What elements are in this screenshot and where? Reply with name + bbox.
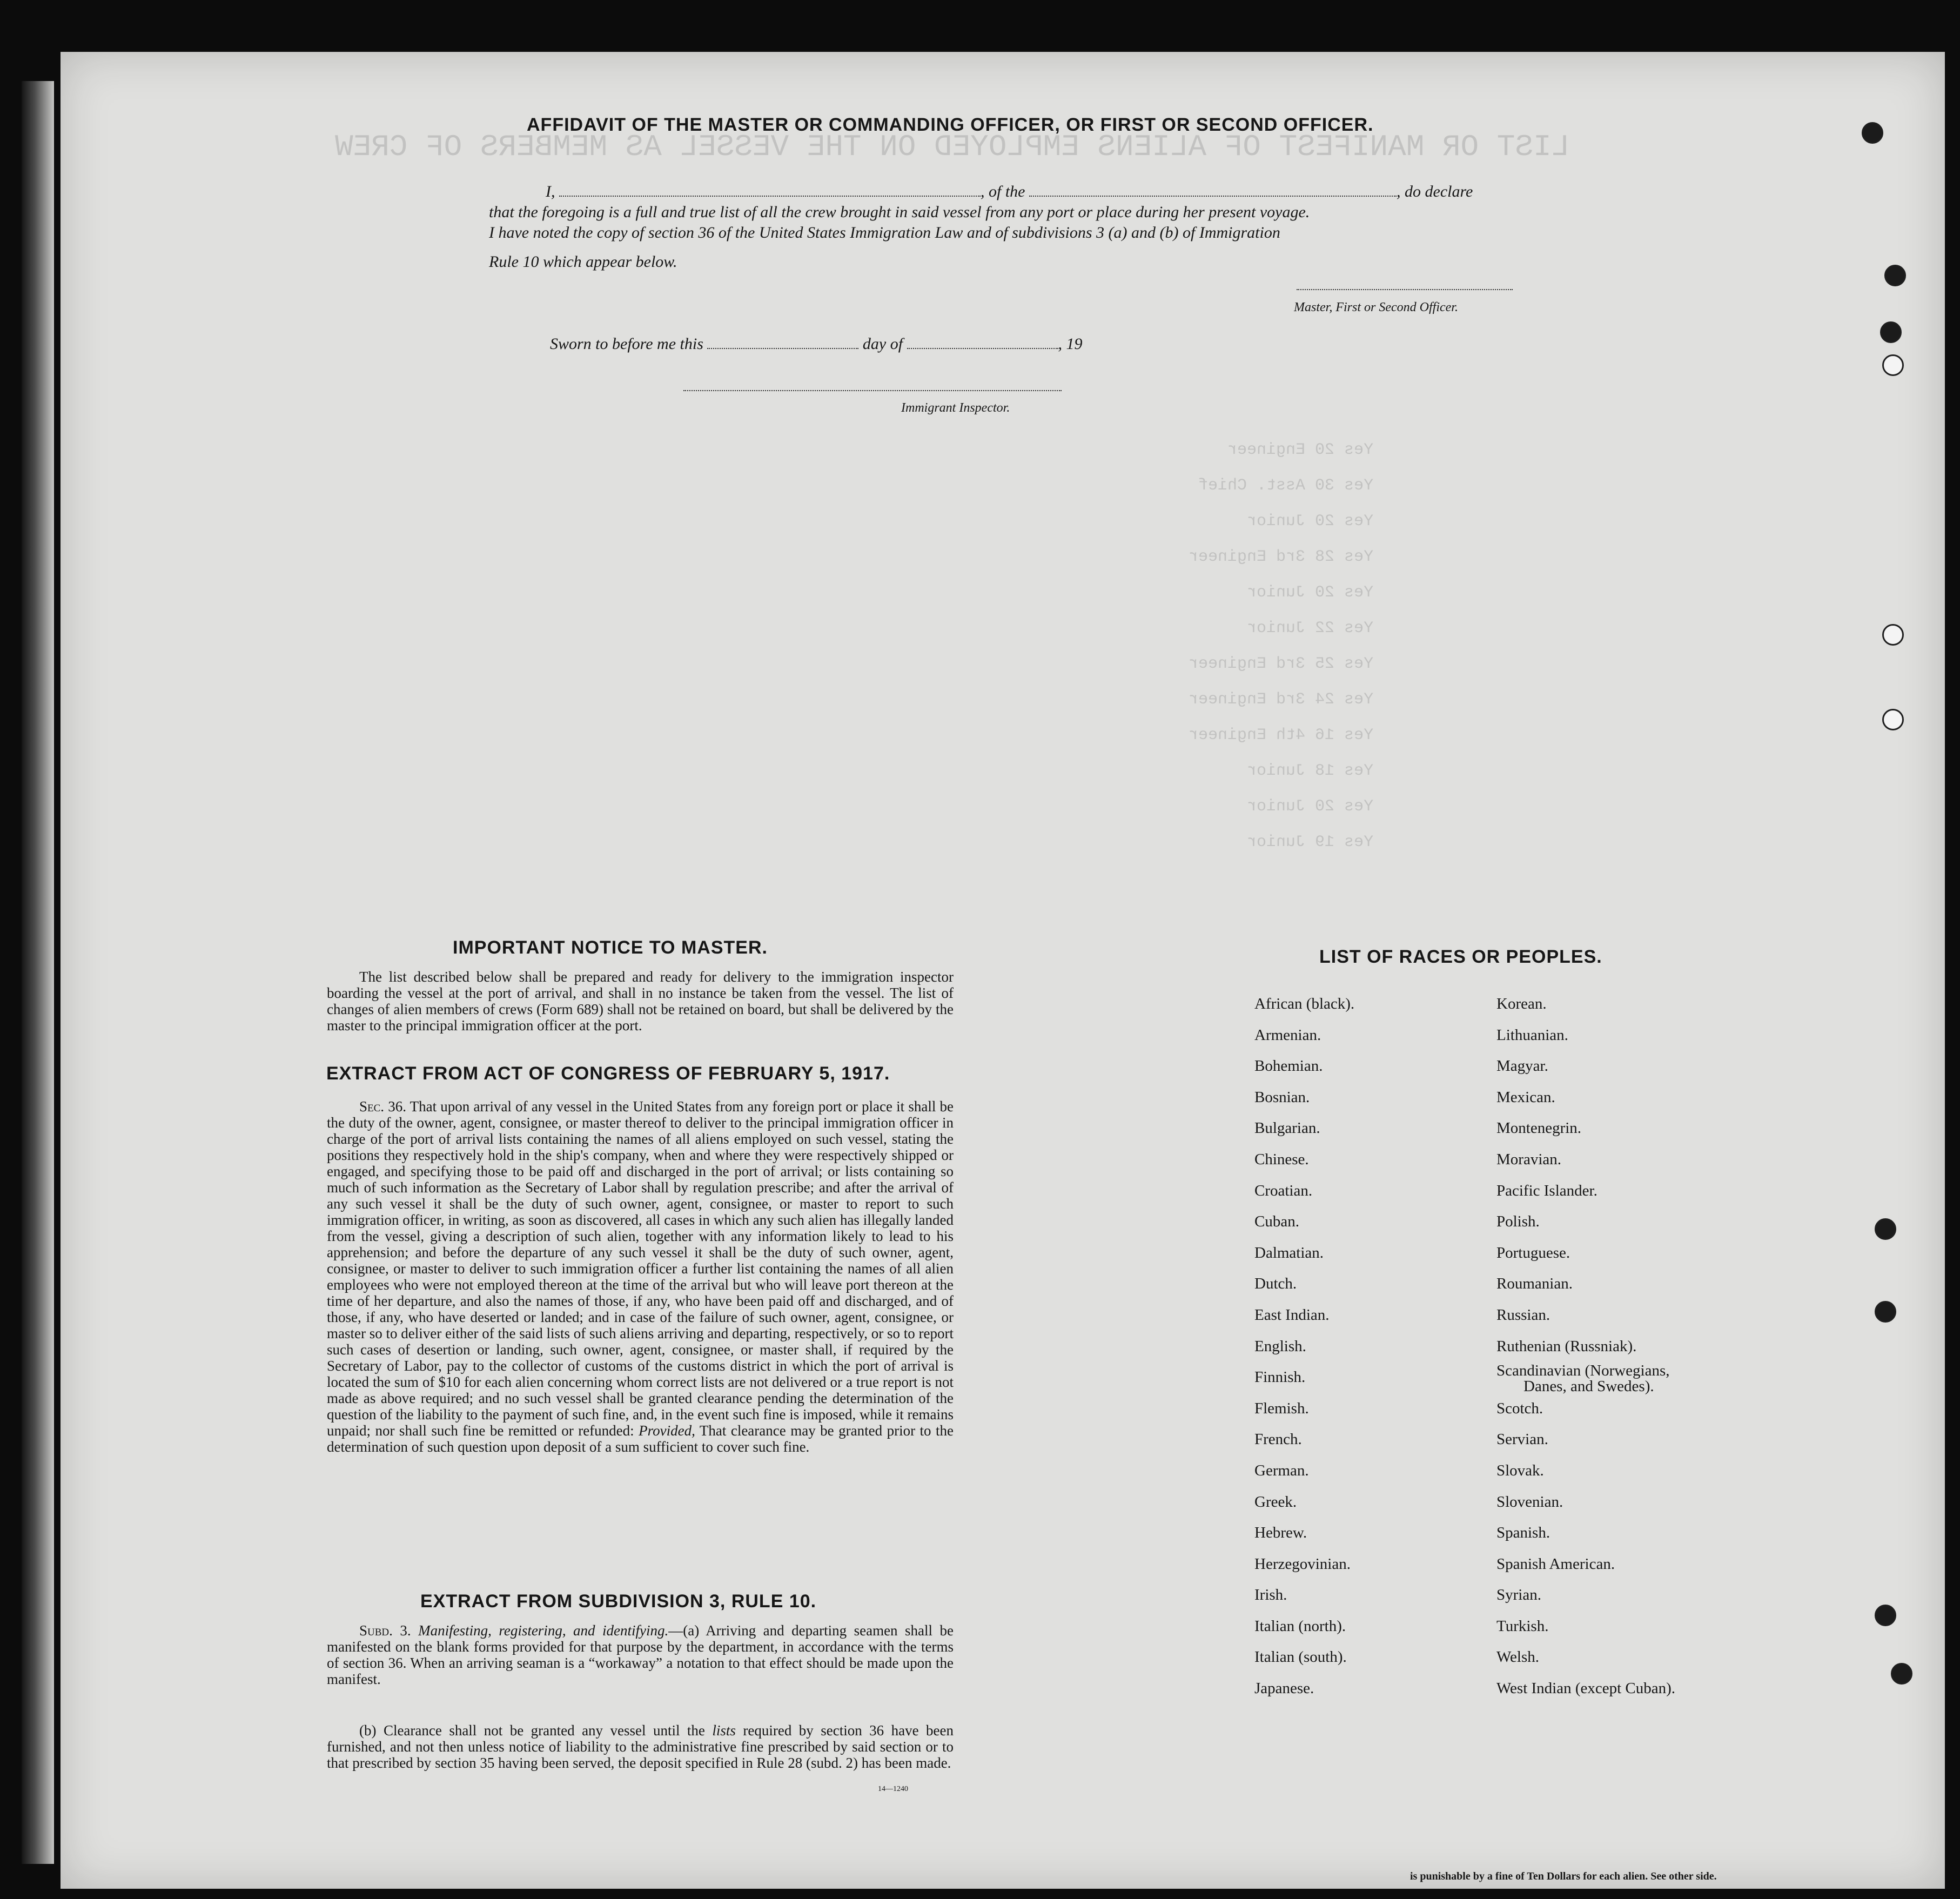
race-item: Korean. (1496, 995, 1547, 1012)
race-item: Servian. (1496, 1431, 1548, 1448)
affidavit-do-declare: , do declare (1397, 183, 1473, 200)
race-item: Spanish American. (1496, 1555, 1615, 1573)
affidavit-title: AFFIDAVIT OF THE MASTER OR COMMANDING OFFICER, OR FIRST OR SECOND OFFICER. (527, 115, 1374, 135)
sworn-label: Sworn to before me this (550, 335, 703, 353)
race-item: Bulgarian. (1254, 1119, 1320, 1137)
affidavit-of-the: , of the (981, 183, 1025, 200)
act-section-end: That clearance may be granted prior to the determination of such question upon deposit of a sum sufficient to cover such fine. (327, 1422, 954, 1455)
punch-hole (1875, 1605, 1896, 1626)
act-provided: Provided, (639, 1422, 695, 1439)
race-item: German. (1254, 1461, 1309, 1479)
race-item: Herzegovinian. (1254, 1555, 1351, 1573)
race-item: Scotch. (1496, 1399, 1543, 1417)
race-item: Scandinavian (Norwegians, (1496, 1362, 1670, 1380)
punch-hole (1891, 1663, 1912, 1685)
punch-hole (1875, 1218, 1896, 1240)
race-item: Irish. (1254, 1586, 1287, 1604)
race-item: African (black). (1254, 995, 1355, 1012)
affidavit-declaration-line (546, 183, 1473, 201)
race-item: Bosnian. (1254, 1088, 1310, 1106)
punch-hole (1884, 265, 1906, 286)
vessel-name-field[interactable] (1029, 196, 1397, 197)
punch-hole (1882, 624, 1904, 646)
rule-subd-title: Manifesting, registering, and identifying. (418, 1622, 669, 1639)
race-item: English. (1254, 1337, 1306, 1355)
bleed-through-rows: Yes 20 Engineer Yes 30 Asst. Chief Yes 20 Junior Yes 28 3rd Engineer Yes 20 Junior Yes 22 Junior Yes 25 3rd Engineer Yes 24 3rd Engineer Yes 16 4th Engineer Yes 18 Junior Yes 20 Junior Yes 19 Junior (1189, 441, 1374, 851)
race-item: Italian (north). (1254, 1617, 1346, 1635)
rule-para-b-lists: lists (712, 1722, 736, 1739)
binding-edge (22, 81, 54, 1864)
race-item: Turkish. (1496, 1617, 1549, 1635)
notice-title: IMPORTANT NOTICE TO MASTER. (453, 937, 768, 958)
sworn-line (550, 335, 1083, 353)
race-item: Pacific Islander. (1496, 1182, 1597, 1199)
punch-hole (1882, 354, 1904, 376)
bleed-through: LIST OR MANIFEST OF ALIENS EMPLOYED ON THE VESSEL AS MEMBERS OF CREW (335, 130, 1570, 164)
rule-subd-label: Subd. 3. (359, 1622, 411, 1639)
affidavit-line-3: I have noted the copy of section 36 of the United States Immigration Law and of subdivisions 3 (a) and (b) of Immigration (489, 224, 1280, 241)
race-item: Mexican. (1496, 1088, 1555, 1106)
race-item: Italian (south). (1254, 1648, 1347, 1666)
race-item: Greek. (1254, 1493, 1297, 1511)
race-item: Finnish. (1254, 1368, 1306, 1386)
race-item: Cuban. (1254, 1213, 1299, 1231)
act-extract-title: EXTRACT FROM ACT OF CONGRESS OF FEBRUARY 5, 1917. (326, 1063, 890, 1084)
race-item: Syrian. (1496, 1586, 1541, 1604)
rule-extract-text (327, 1622, 954, 1687)
footer-note: is punishable by a fine of Ten Dollars for each alien. See other side. (1410, 1870, 1717, 1882)
officer-name-field[interactable] (559, 196, 981, 197)
race-item: Dutch. (1254, 1275, 1297, 1293)
races-right-column (1496, 989, 1675, 1705)
races-title: LIST OF RACES OR PEOPLES. (1319, 947, 1602, 967)
race-item: Welsh. (1496, 1648, 1540, 1666)
punch-hole (1882, 709, 1904, 730)
race-item: Croatian. (1254, 1182, 1313, 1199)
affidavit-line-4: Rule 10 which appear below. (489, 253, 677, 271)
punch-hole (1875, 1301, 1896, 1323)
notice-text: The list described below shall be prepared and ready for delivery to the immigration inspector boarding the vessel at the port of arrival, and shall in no instance be taken from the vessel. The list of changes of alien members of crews (Form 689) shall not be retained on board, but shall be delivered by the master to the principal immigration officer at the port. (327, 969, 954, 1034)
race-item: Russian. (1496, 1306, 1550, 1324)
rule-para-b-end: required by section 36 have been furnished, and not then unless notice of liability to the administrative fine prescribed by said section or to that prescribed by section 35 having been served, the deposit specified in Rule 28 (subd. 2) has been made. (327, 1722, 954, 1771)
act-section-body: That upon arrival of any vessel in the United States from any foreign port or place it shall be the duty of the owner, agent, consignee, or master thereof to deliver to the principal immigration officer in charge of the port of arrival lists containing the names of all aliens employed on such vessel, stating the positions they respectively hold in the ship's company, when and where they were respectively shipped or engaged, and specifying those to be paid off and discharged in the port of arrival; or lists containing so much of such information as the Secretary of Labor shall by regulation prescribe; and after the arrival of any such vessel it shall be the duty of such owner, agent, consignee, or master to report to such immigration officer, in writing, as soon as discovered, all cases in which any such alien has illegally landed from the vessel, giving a description of such alien, together with any information likely to lead to his apprehension; and before the departure of any such vessel it shall be the duty of such owner, agent, consignee, or master to deliver to such immigration officer a further list containing the names of all alien employees who were not employed thereon at the time of the arrival but who will leave port thereon at the time of her departure, and also the names of those, if any, who have been paid off and discharged, and of those, if any, who have deserted or landed; and in case of the failure of such owner, agent, consignee, or master so to deliver either of the said lists of such aliens arriving and departing, respectively, or so to report such cases of desertion or landing, such owner, agent, consignee, or master shall, if required by the Secretary of Labor, pay to the collector of customs of the customs district in which the port of arrival is located the sum of $10 for each alien concerning whom correct lists are not delivered or a true report is not made as above required; and no such vessel shall be granted clearance pending the determination of the question of the liability to the payment of such fine, and, in the event such fine is imposed, while it remains unpaid; nor shall such fine be remitted or refunded: (327, 1098, 954, 1439)
inspector-signature-field[interactable] (683, 390, 1062, 391)
race-item: East Indian. (1254, 1306, 1330, 1324)
race-item: Portuguese. (1496, 1244, 1570, 1261)
rule-para-b-start: (b) Clearance shall not be granted any vessel until the (359, 1722, 705, 1739)
races-left-column (1254, 989, 1354, 1705)
officer-signature-caption: Master, First or Second Officer. (1294, 300, 1458, 314)
punch-hole (1880, 321, 1902, 343)
race-item: Ruthenian (Russniak). (1496, 1337, 1637, 1355)
rule-para-b (327, 1722, 954, 1771)
race-item: Moravian. (1496, 1150, 1561, 1168)
affidavit-pronoun: I, (546, 183, 555, 200)
race-item: Polish. (1496, 1213, 1540, 1231)
inspector-signature-caption: Immigrant Inspector. (901, 401, 1010, 415)
affidavit-line-2: that the foregoing is a full and true list of all the crew brought in said vessel from any port or place during her present voyage. (489, 203, 1310, 221)
sworn-day-of: day of (862, 335, 903, 353)
race-item: Magyar. (1496, 1057, 1548, 1075)
race-item: Slovak. (1496, 1461, 1544, 1479)
race-item: Japanese. (1254, 1680, 1314, 1697)
race-item: Bohemian. (1254, 1057, 1323, 1075)
race-item: Hebrew. (1254, 1524, 1307, 1542)
race-item: Montenegrin. (1496, 1119, 1582, 1137)
race-item: French. (1254, 1431, 1302, 1448)
race-item: Dalmatian. (1254, 1244, 1324, 1261)
sworn-month-field[interactable] (907, 348, 1058, 349)
race-item: Slovenian. (1496, 1493, 1563, 1511)
act-extract-text (327, 1098, 954, 1455)
race-item: Chinese. (1254, 1150, 1309, 1168)
punch-hole (1862, 122, 1883, 144)
rule-para-a: —(a) Arriving and departing seamen shall be manifested on the blank forms provided for that purpose by the department, in accordance with the terms of section 36. When an arriving seaman is a “workaway” a notation to that effect should be made upon the manifest. (327, 1622, 954, 1687)
race-item: West Indian (except Cuban). (1496, 1680, 1676, 1697)
form-number: 14—1240 (878, 1785, 908, 1793)
sworn-year: , 19 (1058, 335, 1083, 353)
race-item: Lithuanian. (1496, 1026, 1568, 1044)
race-item: Roumanian. (1496, 1275, 1573, 1293)
race-item: Spanish. (1496, 1524, 1550, 1542)
sworn-day-field[interactable] (707, 348, 858, 349)
act-section-label: Sec. 36. (359, 1098, 406, 1115)
race-item: Danes, and Swedes). (1523, 1378, 1654, 1395)
race-item: Flemish. (1254, 1399, 1309, 1417)
rule-extract-title: EXTRACT FROM SUBDIVISION 3, RULE 10. (420, 1591, 817, 1612)
race-item: Armenian. (1254, 1026, 1321, 1044)
officer-signature-field[interactable] (1297, 289, 1513, 290)
